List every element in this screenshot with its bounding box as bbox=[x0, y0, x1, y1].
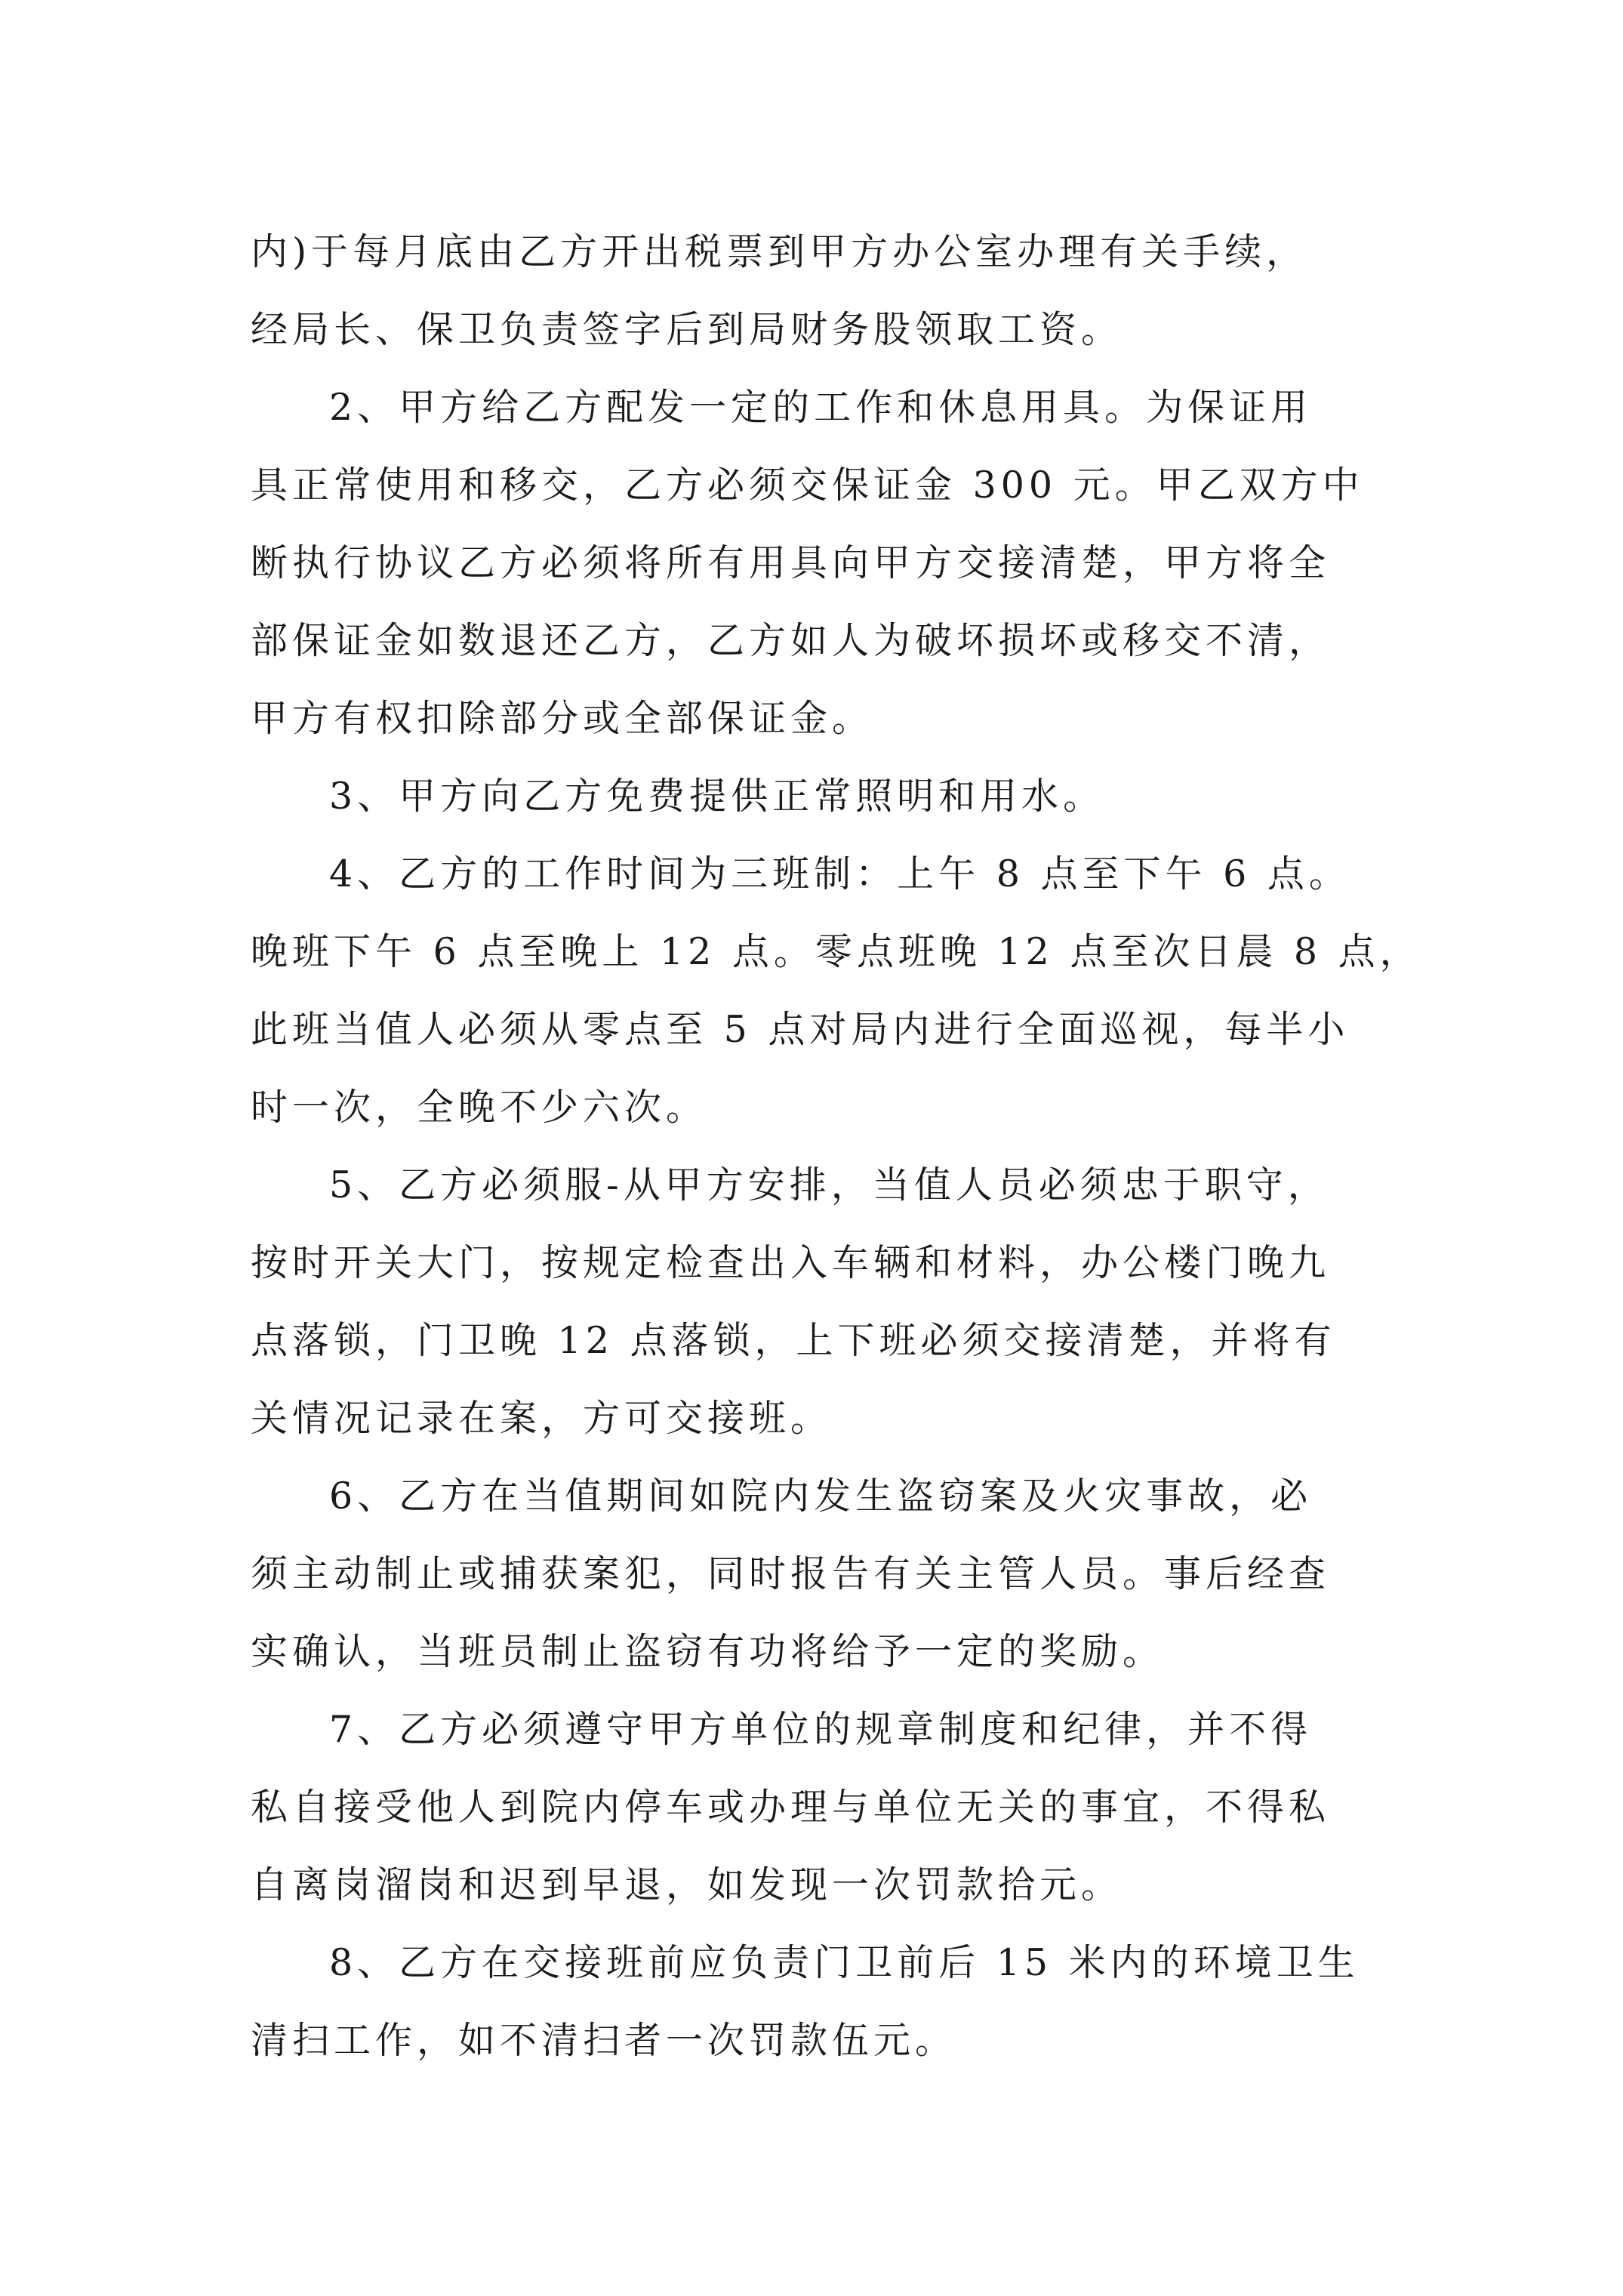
text-line: 断执行协议乙方必须将所有用具向甲方交接清楚，甲方将全 bbox=[251, 541, 1331, 584]
clause-3-paragraph bbox=[251, 757, 1398, 835]
clause-6-paragraph bbox=[251, 1457, 1398, 1690]
text-line: 具正常使用和移交，乙方必须交保证金 300 元。甲乙双方中 bbox=[251, 464, 1364, 507]
text-line: 晚班下午 6 点至晚上 12 点。零点班晚 12 点至次日晨 8 点， bbox=[251, 930, 1421, 973]
clause-4-paragraph bbox=[251, 835, 1421, 1146]
text-line: 实确认，当班员制止盗窃有功将给予一定的奖励。 bbox=[251, 1630, 1165, 1673]
text-line: 7、乙方必须遵守甲方单位的规章制度和纪律，并不得 bbox=[329, 1708, 1313, 1751]
text-line: 自离岗溜岗和迟到早退，如发现一次罚款拾元。 bbox=[251, 1863, 1123, 1906]
clause-2-paragraph bbox=[251, 368, 1398, 757]
clause-5-paragraph bbox=[251, 1146, 1398, 1457]
text-line: 关情况记录在案，方可交接班。 bbox=[251, 1397, 833, 1440]
text-line: 此班当值人必须从零点至 5 点对局内进行全面巡视，每半小 bbox=[251, 1008, 1350, 1051]
text-line: 内)于每月底由乙方开出税票到甲方办公室办理有关手续， bbox=[251, 230, 1308, 273]
text-line: 2、甲方给乙方配发一定的工作和休息用具。为保证用 bbox=[329, 386, 1313, 429]
clause-8-paragraph bbox=[251, 1924, 1398, 2079]
text-line: 须主动制止或捕获案犯，同时报告有关主管人员。事后经查 bbox=[251, 1552, 1331, 1595]
text-line: 5、乙方必须服-从甲方安排，当值人员必须忠于职守， bbox=[329, 1163, 1329, 1207]
paragraph-continuation bbox=[251, 213, 1398, 368]
document-body bbox=[251, 213, 1421, 2079]
text-line: 部保证金如数退还乙方，乙方如人为破坏损坏或移交不清， bbox=[251, 619, 1331, 662]
text-line: 时一次，全晚不少六次。 bbox=[251, 1086, 708, 1129]
text-line: 清扫工作，如不清扫者一次罚款伍元。 bbox=[251, 2019, 957, 2062]
text-line: 经局长、保卫负责签字后到局财务股领取工资。 bbox=[251, 308, 1123, 351]
text-line: 6、乙方在当值期间如院内发生盗窃案及火灾事故，必 bbox=[329, 1475, 1313, 1518]
text-line: 点落锁，门卫晚 12 点落锁，上下班必须交接清楚，并将有 bbox=[251, 1319, 1336, 1362]
text-line: 4、乙方的工作时间为三班制：上午 8 点至下午 6 点。 bbox=[329, 852, 1350, 895]
text-line: 8、乙方在交接班前应负责门卫前后 15 米内的环境卫生 bbox=[329, 1941, 1360, 1984]
text-line: 私自接受他人到院内停车或办理与单位无关的事宜，不得私 bbox=[251, 1786, 1331, 1829]
text-line: 甲方有权扣除部分或全部保证金。 bbox=[251, 697, 874, 740]
text-line: 3、甲方向乙方免费提供正常照明和用水。 bbox=[329, 775, 1105, 818]
text-line: 按时开关大门，按规定检查出入车辆和材料，办公楼门晚九 bbox=[251, 1241, 1331, 1284]
clause-7-paragraph bbox=[251, 1690, 1398, 1924]
